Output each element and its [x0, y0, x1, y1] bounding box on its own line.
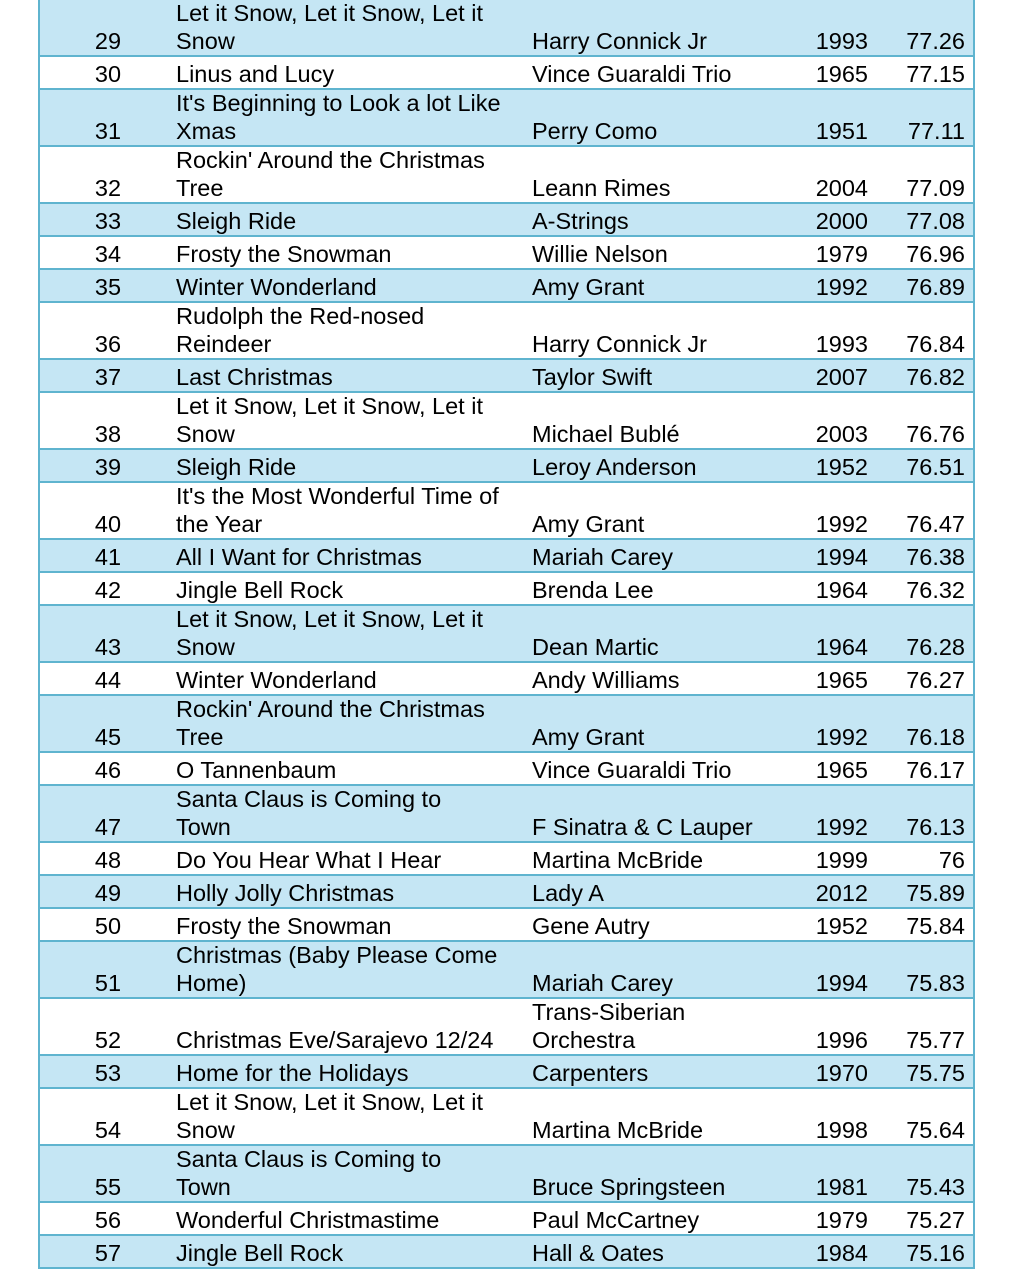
song-title-cell: Let it Snow, Let it Snow, Let it Snow [176, 605, 532, 662]
year-cell: 1993 [794, 302, 868, 359]
song-title-cell: O Tannenbaum [176, 752, 532, 785]
table-row [39, 662, 974, 695]
year-cell: 2007 [794, 359, 868, 392]
artist-cell: Paul McCartney [532, 1202, 794, 1235]
rank-cell: 52 [39, 998, 176, 1055]
score-cell: 75.75 [868, 1055, 974, 1088]
artist-cell: Amy Grant [532, 269, 794, 302]
artist-cell: Mariah Carey [532, 941, 794, 998]
year-cell: 1999 [794, 842, 868, 875]
table-row [39, 875, 974, 908]
rank-cell: 38 [39, 392, 176, 449]
year-cell: 1984 [794, 1235, 868, 1268]
year-cell: 2012 [794, 875, 868, 908]
rank-cell: 39 [39, 449, 176, 482]
rank-cell: 32 [39, 146, 176, 203]
artist-cell: Vince Guaraldi Trio [532, 752, 794, 785]
table-row [39, 56, 974, 89]
year-cell: 1952 [794, 449, 868, 482]
song-title-cell: Jingle Bell Rock [176, 572, 532, 605]
artist-cell: Willie Nelson [532, 236, 794, 269]
rank-cell: 35 [39, 269, 176, 302]
rank-cell: 42 [39, 572, 176, 605]
rank-cell: 53 [39, 1055, 176, 1088]
score-cell: 75.83 [868, 941, 974, 998]
artist-cell: Bruce Springsteen [532, 1145, 794, 1202]
rank-cell: 34 [39, 236, 176, 269]
song-title-cell: Santa Claus is Coming to Town [176, 1145, 532, 1202]
artist-cell: Mariah Carey [532, 539, 794, 572]
score-cell: 76.32 [868, 572, 974, 605]
artist-cell: Leroy Anderson [532, 449, 794, 482]
table-row [39, 0, 974, 56]
year-cell: 1964 [794, 605, 868, 662]
rank-cell: 36 [39, 302, 176, 359]
table-row [39, 908, 974, 941]
year-cell: 1965 [794, 752, 868, 785]
artist-cell: Hall & Oates [532, 1235, 794, 1268]
year-cell: 1964 [794, 572, 868, 605]
score-cell: 75.84 [868, 908, 974, 941]
table-body [39, 0, 974, 1268]
song-title-cell: Sleigh Ride [176, 203, 532, 236]
song-title-cell: Let it Snow, Let it Snow, Let it Snow [176, 0, 532, 56]
table-row [39, 269, 974, 302]
artist-cell: Brenda Lee [532, 572, 794, 605]
rank-cell: 29 [39, 0, 176, 56]
score-cell: 75.64 [868, 1088, 974, 1145]
song-title-cell: Winter Wonderland [176, 269, 532, 302]
artist-cell: F Sinatra & C Lauper [532, 785, 794, 842]
rank-cell: 50 [39, 908, 176, 941]
artist-cell: Leann Rimes [532, 146, 794, 203]
score-cell: 76.89 [868, 269, 974, 302]
rank-cell: 54 [39, 1088, 176, 1145]
table-row [39, 998, 974, 1055]
artist-cell: Amy Grant [532, 695, 794, 752]
year-cell: 1952 [794, 908, 868, 941]
year-cell: 2000 [794, 203, 868, 236]
table-row [39, 203, 974, 236]
year-cell: 2003 [794, 392, 868, 449]
rank-cell: 46 [39, 752, 176, 785]
artist-cell: Harry Connick Jr [532, 302, 794, 359]
song-title-cell: Linus and Lucy [176, 56, 532, 89]
song-title-cell: Home for the Holidays [176, 1055, 532, 1088]
rank-cell: 47 [39, 785, 176, 842]
year-cell: 1992 [794, 785, 868, 842]
rank-cell: 57 [39, 1235, 176, 1268]
song-title-cell: Santa Claus is Coming to Town [176, 785, 532, 842]
table-row [39, 695, 974, 752]
song-title-cell: It's Beginning to Look a lot Like Xmas [176, 89, 532, 146]
rank-cell: 48 [39, 842, 176, 875]
artist-cell: Martina McBride [532, 1088, 794, 1145]
table-row [39, 842, 974, 875]
song-title-cell: It's the Most Wonderful Time of the Year [176, 482, 532, 539]
rank-cell: 56 [39, 1202, 176, 1235]
score-cell: 76.51 [868, 449, 974, 482]
rank-cell: 33 [39, 203, 176, 236]
song-title-cell: Rockin' Around the Christmas Tree [176, 146, 532, 203]
artist-cell: Lady A [532, 875, 794, 908]
rank-cell: 43 [39, 605, 176, 662]
year-cell: 1979 [794, 236, 868, 269]
artist-cell: Taylor Swift [532, 359, 794, 392]
score-cell: 75.89 [868, 875, 974, 908]
score-cell: 76.27 [868, 662, 974, 695]
year-cell: 1992 [794, 269, 868, 302]
song-title-cell: Rudolph the Red-nosed Reindeer [176, 302, 532, 359]
score-cell: 76.82 [868, 359, 974, 392]
score-cell: 76.17 [868, 752, 974, 785]
year-cell: 1981 [794, 1145, 868, 1202]
table-row [39, 785, 974, 842]
score-cell: 77.11 [868, 89, 974, 146]
table-row [39, 302, 974, 359]
score-cell: 77.09 [868, 146, 974, 203]
year-cell: 1992 [794, 695, 868, 752]
artist-cell: Trans-Siberian Orchestra [532, 998, 794, 1055]
song-title-cell: Let it Snow, Let it Snow, Let it Snow [176, 392, 532, 449]
table-row [39, 392, 974, 449]
year-cell: 1998 [794, 1088, 868, 1145]
table-row [39, 359, 974, 392]
year-cell: 1965 [794, 56, 868, 89]
rank-cell: 41 [39, 539, 176, 572]
table-row [39, 539, 974, 572]
rank-cell: 40 [39, 482, 176, 539]
score-cell: 76 [868, 842, 974, 875]
song-title-cell: Let it Snow, Let it Snow, Let it Snow [176, 1088, 532, 1145]
score-cell: 75.77 [868, 998, 974, 1055]
table-row [39, 605, 974, 662]
rank-cell: 30 [39, 56, 176, 89]
table-row [39, 146, 974, 203]
table-row [39, 941, 974, 998]
song-title-cell: Frosty the Snowman [176, 236, 532, 269]
table-row [39, 752, 974, 785]
song-title-cell: Last Christmas [176, 359, 532, 392]
song-title-cell: Winter Wonderland [176, 662, 532, 695]
year-cell: 1970 [794, 1055, 868, 1088]
score-cell: 75.16 [868, 1235, 974, 1268]
year-cell: 1996 [794, 998, 868, 1055]
table-row [39, 1145, 974, 1202]
artist-cell: Michael Bublé [532, 392, 794, 449]
song-title-cell: Christmas (Baby Please Come Home) [176, 941, 532, 998]
song-title-cell: Jingle Bell Rock [176, 1235, 532, 1268]
song-title-cell: Sleigh Ride [176, 449, 532, 482]
score-cell: 76.13 [868, 785, 974, 842]
table-row [39, 449, 974, 482]
score-cell: 76.47 [868, 482, 974, 539]
table-row [39, 572, 974, 605]
year-cell: 1979 [794, 1202, 868, 1235]
artist-cell: Martina McBride [532, 842, 794, 875]
rank-cell: 51 [39, 941, 176, 998]
song-title-cell: Holly Jolly Christmas [176, 875, 532, 908]
artist-cell: Dean Martic [532, 605, 794, 662]
year-cell: 1951 [794, 89, 868, 146]
song-title-cell: Rockin' Around the Christmas Tree [176, 695, 532, 752]
score-cell: 77.08 [868, 203, 974, 236]
artist-cell: Gene Autry [532, 908, 794, 941]
table-row [39, 89, 974, 146]
score-cell: 77.26 [868, 0, 974, 56]
artist-cell: Vince Guaraldi Trio [532, 56, 794, 89]
year-cell: 1992 [794, 482, 868, 539]
score-cell: 76.28 [868, 605, 974, 662]
score-cell: 77.15 [868, 56, 974, 89]
year-cell: 2004 [794, 146, 868, 203]
table-row [39, 1235, 974, 1268]
year-cell: 1994 [794, 941, 868, 998]
song-title-cell: Do You Hear What I Hear [176, 842, 532, 875]
artist-cell: Harry Connick Jr [532, 0, 794, 56]
song-ranking-table [38, 0, 975, 1269]
artist-cell: Carpenters [532, 1055, 794, 1088]
table-row [39, 236, 974, 269]
year-cell: 1993 [794, 0, 868, 56]
rank-cell: 37 [39, 359, 176, 392]
rank-cell: 45 [39, 695, 176, 752]
score-cell: 76.38 [868, 539, 974, 572]
table-row [39, 1088, 974, 1145]
score-cell: 76.84 [868, 302, 974, 359]
score-cell: 76.18 [868, 695, 974, 752]
rank-cell: 44 [39, 662, 176, 695]
score-cell: 75.27 [868, 1202, 974, 1235]
table-row [39, 482, 974, 539]
song-title-cell: All I Want for Christmas [176, 539, 532, 572]
table-row [39, 1055, 974, 1088]
rank-cell: 55 [39, 1145, 176, 1202]
artist-cell: Perry Como [532, 89, 794, 146]
rank-cell: 31 [39, 89, 176, 146]
year-cell: 1994 [794, 539, 868, 572]
artist-cell: Andy Williams [532, 662, 794, 695]
song-title-cell: Wonderful Christmastime [176, 1202, 532, 1235]
artist-cell: A-Strings [532, 203, 794, 236]
rank-cell: 49 [39, 875, 176, 908]
score-cell: 76.76 [868, 392, 974, 449]
table-row [39, 1202, 974, 1235]
artist-cell: Amy Grant [532, 482, 794, 539]
song-title-cell: Christmas Eve/Sarajevo 12/24 [176, 998, 532, 1055]
song-title-cell: Frosty the Snowman [176, 908, 532, 941]
score-cell: 76.96 [868, 236, 974, 269]
year-cell: 1965 [794, 662, 868, 695]
score-cell: 75.43 [868, 1145, 974, 1202]
